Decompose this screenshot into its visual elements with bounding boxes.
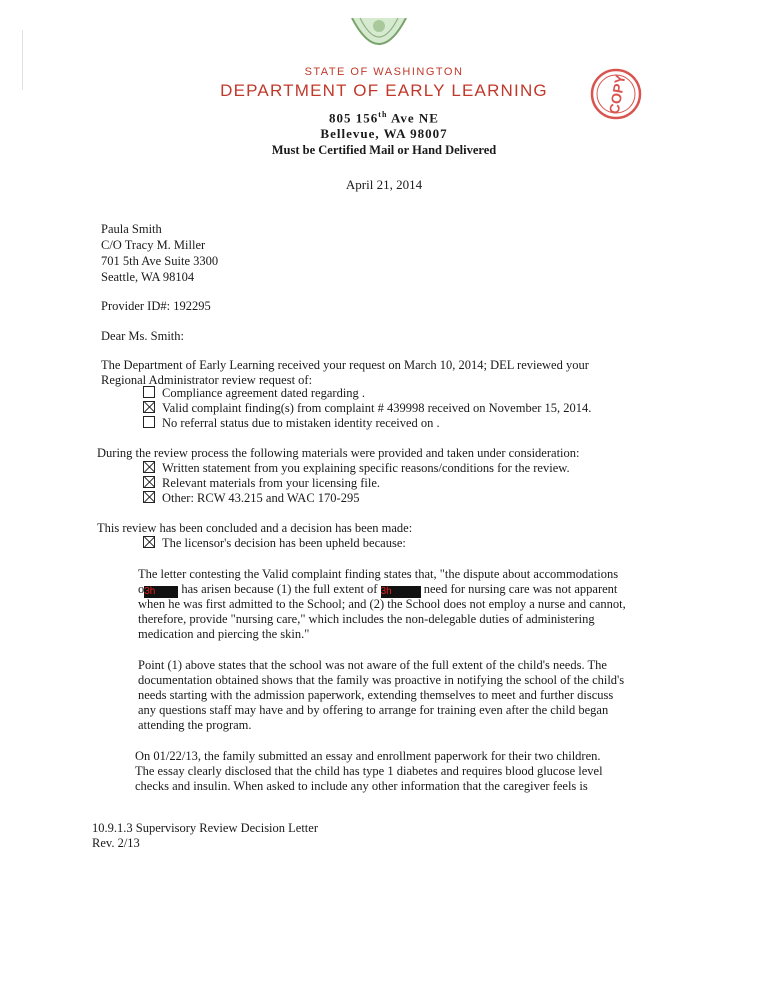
body1-line5: medication and piercing the skin." <box>138 627 310 641</box>
recipient-city: Seattle, WA 98104 <box>101 270 195 284</box>
checked-box-icon <box>143 476 155 488</box>
salutation: Dear Ms. Smith: <box>101 329 184 343</box>
intro-line1: The Department of Early Learning received your request on March 10, 2014; DEL reviewed your <box>101 358 589 372</box>
body2-line2: documentation obtained shows that the family was proactive in notifying the school of the child's <box>138 673 625 687</box>
body3-line3: checks and insulin. When asked to include any other information that the caregiver feels is <box>135 779 588 793</box>
recipient-name: Paula Smith <box>101 222 162 236</box>
body1-line3: when he was first admitted to the School; and (2) the School does not employ a nurse and cannot, <box>138 597 626 611</box>
checked-box-icon <box>143 536 155 548</box>
body2-line5: attending the program. <box>138 718 252 732</box>
materials-heading: During the review process the following materials were provided and taken under consideration: <box>97 446 580 460</box>
letterhead-address-line1: 805 156th Ave NE <box>329 110 439 126</box>
body2-line1: Point (1) above states that the school was not aware of the full extent of the child's needs. The <box>138 658 607 672</box>
provider-id: Provider ID#: 192295 <box>101 299 211 313</box>
letterhead-department: DEPARTMENT OF EARLY LEARNING <box>220 81 548 100</box>
decision-heading: This review has been concluded and a decision has been made: <box>97 521 413 535</box>
delivery-note: Must be Certified Mail or Hand Delivered <box>271 143 497 157</box>
unchecked-box-icon <box>143 416 155 428</box>
material-other: Other: RCW 43.215 and WAC 170-295 <box>143 491 359 506</box>
request-option-no-referral: No referral status due to mistaken identity received on . <box>143 416 440 431</box>
letterhead-state: STATE OF WASHINGTON <box>304 66 464 78</box>
body2-line4: any questions staff may have and by offering to arrange for training even after the child began <box>138 703 609 717</box>
recipient-care-of: C/O Tracy M. Miller <box>101 238 206 252</box>
request-option-complaint: Valid complaint finding(s) from complaint # 439998 received on November 15, 2014. <box>143 401 591 416</box>
intro-line2: Regional Administrator review request of: <box>101 373 313 387</box>
checked-box-icon <box>143 401 155 413</box>
letterhead-address-line2: Bellevue, WA 98007 <box>320 126 448 141</box>
checked-box-icon <box>143 491 155 503</box>
letter-date: April 21, 2014 <box>345 177 423 192</box>
redaction-2: 3h <box>381 586 421 598</box>
body1-line1: The letter contesting the Valid complaint finding states that, "the dispute about accommodations <box>138 567 619 581</box>
material-licensing-file: Relevant materials from your licensing file. <box>143 476 380 491</box>
redaction-1: 3h <box>144 586 178 598</box>
body2-line3: needs starting with the admission paperwork, extending themselves to meet and further discuss <box>138 688 614 702</box>
state-seal-icon <box>350 18 408 48</box>
recipient-street: 701 5th Ave Suite 3300 <box>101 254 219 268</box>
request-option-compliance: Compliance agreement dated regarding . <box>143 386 365 401</box>
footer-revision: Rev. 2/13 <box>92 836 140 850</box>
body1-line4: therefore, provide "nursing care," which includes the non-delegable duties of administering <box>138 612 595 626</box>
unchecked-box-icon <box>143 386 155 398</box>
material-written-statement: Written statement from you explaining specific reasons/conditions for the review. <box>143 461 570 476</box>
body3-line1: On 01/22/13, the family submitted an essay and enrollment paperwork for their two children. <box>135 749 601 763</box>
body3-line2: The essay clearly disclosed that the child has type 1 diabetes and requires blood glucose level <box>135 764 603 778</box>
checked-box-icon <box>143 461 155 473</box>
footer-form-name: 10.9.1.3 Supervisory Review Decision Letter <box>92 821 318 835</box>
decision-upheld: The licensor's decision has been upheld because: <box>143 536 406 551</box>
svg-text:COPY: COPY <box>605 73 629 116</box>
body1-line2: o3h has arisen because (1) the full extent of 3h need for nursing care was not apparent <box>138 582 618 597</box>
